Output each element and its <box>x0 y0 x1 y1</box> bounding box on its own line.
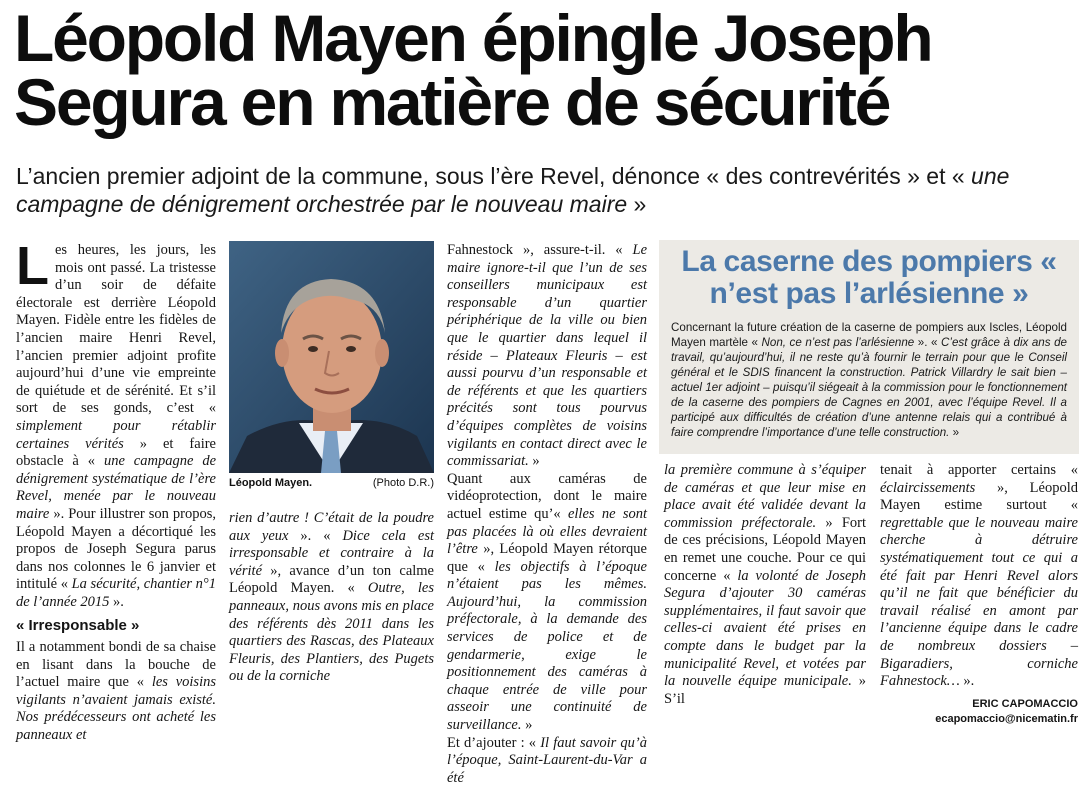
headline: Léopold Mayen épingle Joseph Segura en matière de sécurité <box>14 1 932 139</box>
article-column-4 <box>664 462 866 707</box>
section-heading: « Irresponsable » <box>16 617 140 635</box>
article-column-3 <box>447 242 647 786</box>
author-name: ERIC CAPOMACCIO <box>972 697 1078 710</box>
article-paragraph: Fahnestock », assure-t-il. « Le maire ignore-t-il que l’un de ses conseillers municipaux est responsable d’un quartier périphérique de la ville ou bien que le quartier dans lequel il réside – Plateaux Fleuris – est aussi pourvu d’un responsable et de référents et que les quartiers précités sont tous pourvus d’équipes complètes de voisins vigilants en contact direct avec le commissariat. » <box>447 242 647 470</box>
photo-credit: (Photo D.R.) <box>372 477 434 489</box>
sidebar-title: La caserne des pompiers « n’est pas l’arlésienne » <box>681 245 1057 310</box>
article-paragraph: Et d’ajouter : « Il faut savoir qu’à l’époque, Saint-Laurent-du-Var a été <box>447 734 647 786</box>
article-paragraph: Les heures, les jours, les mois ont passé. La tristesse d’un soir de défaite électorale est derrière Léopold Mayen. Fidèle entre les fidèles de l’ancien maire Henri Revel, l’ancien premier adjoint profite aujourd’hui d’une vie empreinte de quiétude et de sérénité. Et s’il sort de ses gonds, c’est « simplement pour rétablir certaines vérités » et faire obstacle à « une campagne de dénigrement systématique de l’ère Revel, menée par le nouveau maire ». Pour illustrer son propos, Léopold Mayen a décortiqué les propos de Joseph Segura parus dans nos colonnes le 6 janvier et intitulé « La sécurité, chantier n°1 de l’année 2015 ». <box>16 236 216 610</box>
caption-name: Léopold Mayen. <box>229 477 313 489</box>
portrait-illustration <box>229 241 434 473</box>
article-paragraph: rien d’autre ! C’était de la poudre aux yeux ». « Dice cela est irresponsable et contraire à la vérité », avance d’un ton calme Léopold Mayen. « Outre, les panneaux, nous avons mis en place des référents dès 2011 dans les quartiers des Rascas, des Plateaux Fleuris, des Plantiers, des Pugets ou de la corniche <box>229 510 434 685</box>
article-column-2 <box>229 510 434 685</box>
drop-cap: L <box>16 236 49 296</box>
subheadline: L’ancien premier adjoint de la commune, sous l’ère Revel, dénonce « des contrevérités » et « une campagne de dénigrement orchestrée par le nouveau maire » <box>16 163 1010 217</box>
article-paragraph: Il a notamment bondi de sa chaise en lisant dans la bouche de l’actuel maire que « les voisins vigilants n’avaient jamais existé. Nos prédécesseurs ont acheté les panneaux et <box>16 639 217 744</box>
photo-caption <box>229 476 434 490</box>
article-column-1 <box>16 236 217 744</box>
portrait-photo <box>229 241 434 473</box>
article-paragraph: la première commune à s’équiper de caméras et que leur mise en place avait été validée devant la commission préfectorale. » Fort de ces précisions, Léopold Mayen en remet une couche. Pour ce qui concerne « la volonté de Joseph Segura d’ajouter 30 caméras supplémentaires, il faut savoir que celles-ci avaient été prises en compte dans le budget par la municipalité Revel, et votées par la nouvelle équipe municipale. » S’il <box>664 462 866 707</box>
article-paragraph: tenait à apporter certains « éclaircissements », Léopold Mayen estime surtout « regrettable que le nouveau maire cherche à détruire systématiquement tout ce qui a été fait par Henri Revel alors qu’il ne fait que bénéficier du travail réalisé en amont par l’ancienne équipe dans le cadre de nombreux dossiers – Bigaradiers, corniche Fahnestock… ». <box>880 462 1078 690</box>
sidebar-body: Concernant la future création de la caserne de pompiers aux Iscles, Léopold Mayen martèle « Non, ce n’est pas l’arlésienne ». « C’est grâce à dix ans de travail, qu’aujourd’hui, il ne reste qu’à fournir le terrain pour que le Conseil général et le SDIS financent la construction. Patrick Villardry le sait bien – actuel 1er adjoint – puisqu’il siégeait à la commission pour le fonctionnement de la caserne des pompiers de Cagnes en 2001, avec l’équipe Revel. Il a participé aux difficultés de création d’une antenne relais qui a contribué à faire comprendre l’importance d’une telle construction. » <box>671 321 1067 439</box>
author-email: ecapomaccio@nicematin.fr <box>935 712 1078 725</box>
sidebar-box <box>659 240 1079 454</box>
article-column-5 <box>880 462 1078 725</box>
article-paragraph: Quant aux caméras de vidéoprotection, dont le maire actuel estime qu’« elles ne sont pas placées là où elles devraient l’être », Léopold Mayen rétorque que « les objectifs à l’époque n’étaient pas les mêmes. Aujourd’hui, la commission préfectorale, à la demande des services de police et de gendarmerie, exige le positionnement des caméras à chaque entrée de ville pour asseoir une continuité de surveillance. » <box>447 470 647 734</box>
